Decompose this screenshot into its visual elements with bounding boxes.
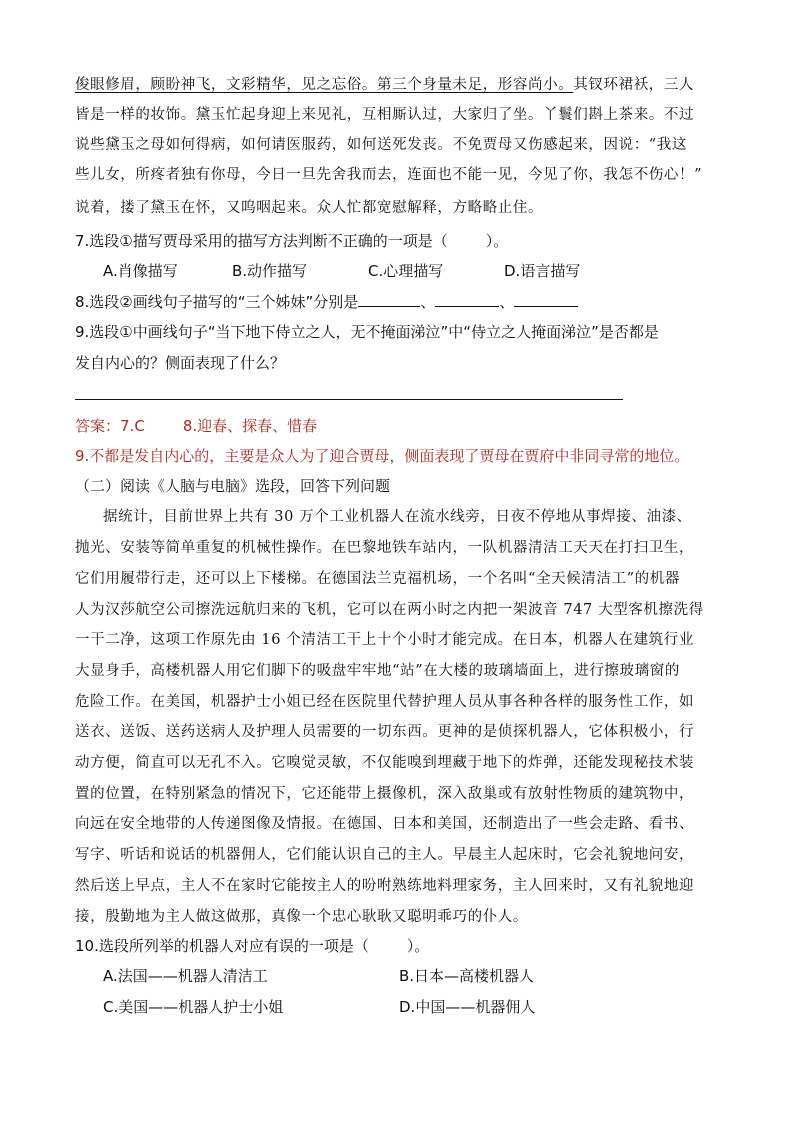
passage2-line: 人为汉莎航空公司擦洗远航归来的飞机，它可以在两小时之内把一架波音 747 大型客机擦洗得: [75, 602, 704, 618]
passage2-line: 向远在安全地带的人传递图像及情报。在德国、日本和美国，还制造出了一些会走路、看书、: [75, 816, 695, 832]
passage2-line: 大显身手，高楼机器人用它们脚下的吸盘牢牢地“站”在大楼的玻璃墙面上，进行擦玻璃窗的: [75, 663, 680, 679]
q10-option-b: B.日本—高楼机器人: [399, 967, 535, 985]
answer-blank-2: [435, 290, 499, 307]
passage2-line: 一干二净，这项工作原先由 16 个清洁工干上十个小时才能完成。在日本，机器人在建筑行业: [75, 632, 694, 648]
passage1-line2: 皆是一样的妆饰。黛玉忙起身迎上来见礼，互相厮认过，大家归了坐。丫鬟们斟上茶来。不过: [75, 107, 695, 123]
passage2-line: 危险工作。在美国，机器护士小姐已经在医院里代替护理人员从事各种各样的服务性工作，如: [75, 694, 695, 710]
answer-key: 答案：7.C 8.迎春、探春、惜春: [75, 417, 318, 435]
passage2-line: 它们用履带行走，还可以上下楼梯。在德国法兰克福机场，一个名叫“全天候清洁工”的机器: [75, 571, 680, 587]
question-10-stem: 10.选段所列举的机器人对应有误的一项是（ ）。: [75, 937, 430, 955]
q7-option-a: A.肖像描写: [103, 262, 178, 280]
underlined-sentence: 俊眼修眉，顾盼神飞，文彩精华，见之忘俗。第三个身量未足，形容尚小。: [75, 77, 574, 93]
question-9-line2: 发自内心的？侧面表现了什么？: [75, 354, 286, 372]
passage1-line5: 说着，搂了黛玉在怀，又呜咽起来。众人忙都宽慰解释，方略略止住。: [75, 200, 544, 216]
q10-option-a: A.法国——机器人清洁工: [103, 967, 268, 985]
q7-option-b: B.动作描写: [232, 262, 308, 280]
answer-line: [75, 399, 623, 400]
question-8-stem: 8.选段②画线句子描写的“三个姊妹”分别是 、 、: [75, 290, 578, 314]
passage1-line3: 说些黛玉之母如何得病，如何请医服药，如何送死发丧。不免贾母又伤感起来，因说：“我这: [75, 137, 688, 153]
q10-option-c: C.美国——机器人护士小姐: [103, 998, 284, 1016]
passage2-line: 接，殷勤地为主人做这做那，真像一个忠心耿耿又聪明乖巧的仆人。: [75, 909, 528, 925]
passage2-line: 抛光、安装等简单重复的机械性操作。在巴黎地铁车站内，一队机器清洁工天天在打扫卫生，: [75, 540, 695, 556]
q7-option-c: C.心理描写: [368, 262, 444, 280]
passage2-line: 据统计，目前世界上共有 30 万个工业机器人在流水线旁，日夜不停地从事焊接、油漆、: [103, 509, 692, 525]
question-7-stem: 7.选段①描写贾母采用的描写方法判断不正确的一项是（ ）。: [75, 232, 509, 250]
answer-blank-1: [358, 290, 420, 307]
answer-9: 9.不都是发自内心的，主要是众人为了迎合贾母，侧面表现了贾母在贾府中非同寻常的地位。: [75, 447, 690, 465]
passage2-line: 然后送上早点，主人不在家时它能按主人的吩咐熟练地料理家务，主人回来时，又有礼貌地迎: [75, 878, 695, 894]
q7-option-d: D.语言描写: [504, 262, 581, 280]
answer-blank-3: [514, 290, 578, 307]
passage2-line: 写字、听话和说话的机器佣人，它们能认识自己的主人。早晨主人起床时，它会礼貌地问安，: [75, 847, 695, 863]
passage2-line: 送衣、送饭、送药送病人及护理人员需要的一切东西。更神的是侦探机器人，它体积极小，行: [75, 724, 695, 740]
passage2-line: 置的位置，在特别紧急的情况下，它还能带上摄像机，深入敌巢或有放射性物质的建筑物中，: [75, 786, 695, 802]
section-2-heading: （二）阅读《人脑与电脑》选段，回答下列问题: [75, 477, 391, 495]
passage1-line4: 些儿女，所疼者独有你母，今日一旦先舍我而去，连面也不能一见，今见了你，我怎不伤心！”: [75, 167, 703, 183]
passage2-line: 动方便，简直可以无孔不入。它嗅觉灵敏，不仅能嗅到埋藏于地下的炸弹，还能发现秘技术装: [75, 755, 695, 771]
q10-option-d: D.中国——机器佣人: [399, 998, 536, 1016]
question-9-line1: 9.选段①中画线句子“当下地下侍立之人，无不掩面涕泣”中“侍立之人掩面涕泣”是否都是: [75, 323, 659, 341]
passage1-line1: 俊眼修眉，顾盼神飞，文彩精华，见之忘俗。第三个身量未足，形容尚小。其钗环裙袄，三人: [75, 77, 695, 93]
